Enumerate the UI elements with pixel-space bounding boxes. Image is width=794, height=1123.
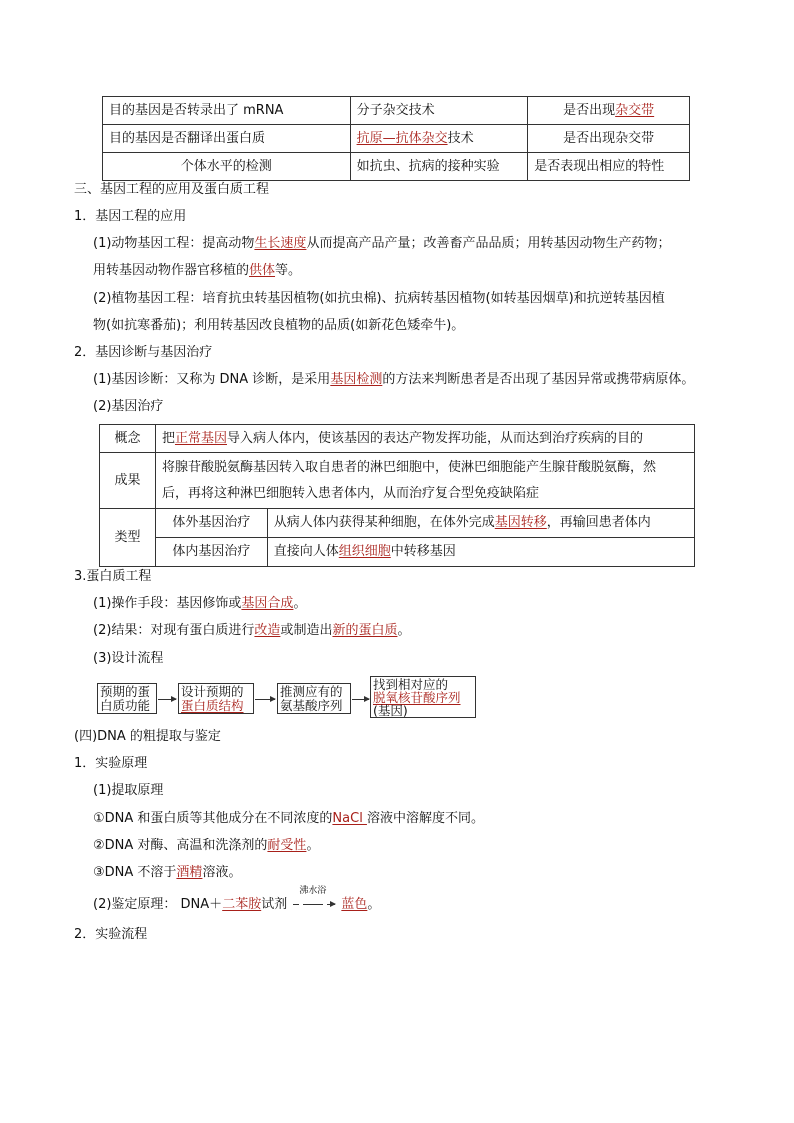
row-label: 概念 <box>100 425 156 453</box>
paragraph <box>93 366 694 394</box>
paragraph <box>93 832 319 860</box>
text: 中转移基因 <box>390 544 456 559</box>
text: 溶液中溶解度不同。 <box>366 811 484 826</box>
paragraph: (1)提取原理 <box>93 783 164 798</box>
subsection-heading: 2．基因诊断与基因治疗 <box>74 345 213 360</box>
answer-text: 组织细胞 <box>338 544 391 559</box>
detection-table <box>102 96 690 181</box>
table-row <box>100 453 695 509</box>
paragraph: 物(如抗寒番茄)；利用转基因改良植物的品质(如新花色矮牵牛)。 <box>93 318 465 333</box>
answer-text: 基因检测 <box>330 372 383 387</box>
answer-text: 二苯胺 <box>222 897 262 912</box>
paragraph <box>93 617 410 645</box>
answer-text: 改造 <box>254 623 281 638</box>
answer-text: 正常基因 <box>174 430 227 446</box>
table-cell: 是否表现出相应的特性 <box>528 153 690 181</box>
paragraph <box>93 859 241 887</box>
text: 。 <box>293 596 307 611</box>
arrow-label: 沸水浴 <box>299 885 327 896</box>
table-cell <box>267 509 694 538</box>
table-row <box>100 425 695 453</box>
table-cell: 分子杂交技术 <box>350 97 528 125</box>
answer-text: 新的蛋白质 <box>332 623 398 638</box>
flow-box-structure <box>178 683 254 714</box>
subsection-heading: 1．实验原理 <box>74 756 148 771</box>
text: (1)基因诊断：又称为 DNA 诊断，是采用 <box>93 372 331 387</box>
text: (1)操作手段：基因修饰或 <box>93 596 242 611</box>
answer-text: 蛋白质结构 <box>181 698 244 713</box>
row-label: 类型 <box>100 509 156 567</box>
table-cell <box>267 538 694 567</box>
box-text: 推测应有的 <box>280 684 343 699</box>
text: ③DNA 不溶于 <box>93 865 177 880</box>
section-heading: 三、基因工程的应用及蛋白质工程 <box>74 182 270 197</box>
arrow-icon <box>293 904 335 905</box>
flow-box-gene <box>370 676 476 718</box>
arrow-icon <box>352 699 369 700</box>
text: 等。 <box>275 263 302 278</box>
answer-text: 基因转移 <box>494 515 547 530</box>
text: 或制造出 <box>280 623 333 638</box>
flow-box-function <box>97 683 157 714</box>
answer-text: 基因合成 <box>241 596 294 611</box>
box-text: (基因) <box>373 703 408 718</box>
table-cell <box>350 125 528 153</box>
reaction-arrow <box>291 885 341 910</box>
text: ①DNA 和蛋白质等其他成分在不同浓度的 <box>93 811 333 826</box>
box-text: 预期的蛋 <box>100 684 151 699</box>
answer-text: 耐受性 <box>267 838 307 853</box>
table-cell: 如抗虫、抗病的接种实验 <box>350 153 528 181</box>
answer-text: 供体 <box>249 263 276 278</box>
table-cell <box>155 425 694 453</box>
paragraph <box>93 257 301 285</box>
text: 从病人体内获得某种细胞，在体外完成 <box>273 515 495 530</box>
flow-box-aminoacid <box>277 683 351 714</box>
box-text: 设计预期的 <box>181 684 244 699</box>
text: (2)鉴定原理： DNA＋ <box>93 897 223 912</box>
table-cell: 体外基因治疗 <box>155 509 267 538</box>
table-cell: 目的基因是否转录出了 mRNA <box>103 97 351 125</box>
cell-text: 技术 <box>447 130 474 146</box>
table-row <box>103 125 690 153</box>
row-label: 成果 <box>100 453 156 509</box>
paragraph: (2)基因治疗 <box>93 399 164 414</box>
subsection-heading: 1．基因工程的应用 <box>74 209 187 224</box>
table-cell <box>155 453 694 509</box>
answer-text: 脱氧核苷酸序列 <box>373 690 461 705</box>
text: 后，再将这种淋巴细胞转入患者体内，从而治疗复合型免疫缺陷症 <box>161 485 539 501</box>
text: 试剂 <box>261 897 292 912</box>
arrow-icon <box>255 699 275 700</box>
text: 将腺苷酸脱氨酶基因转入取自患者的淋巴细胞中，使淋巴细胞能产生腺苷酸脱氨酶，然 <box>161 459 656 475</box>
text: 。 <box>397 623 411 638</box>
answer-text: 蓝色 <box>341 897 368 912</box>
answer-text: 生长速度 <box>254 236 307 251</box>
text: 从而提高产品产量；改善畜产品品质；用转基因动物生产药物； <box>306 236 671 251</box>
paragraph <box>93 590 306 618</box>
paragraph: (2)植物基因工程：培育抗虫转基因植物(如抗虫棉)、抗病转基因植物(如转基因烟草)和抗逆转基因植 <box>93 291 665 306</box>
paragraph: (3)设计流程 <box>93 651 164 666</box>
table-cell: 目的基因是否翻译出蛋白质 <box>103 125 351 153</box>
text: 把 <box>161 430 175 446</box>
text: (1)动物基因工程：提高动物 <box>93 236 255 251</box>
section-heading: (四)DNA 的粗提取与鉴定 <box>74 729 221 744</box>
text: 直接向人体 <box>273 544 339 559</box>
text: ，再输回患者体内 <box>546 515 651 530</box>
text: 用转基因动物作器官移植的 <box>93 263 250 278</box>
subsection-heading: 3.蛋白质工程 <box>74 569 152 584</box>
answer-text: 杂交带 <box>615 102 655 118</box>
table-row <box>103 97 690 125</box>
paragraph <box>93 230 670 258</box>
box-text: 氨基酸序列 <box>280 698 343 713</box>
subsection-heading: 2．实验流程 <box>74 927 148 942</box>
paragraph <box>93 805 484 833</box>
gene-therapy-table <box>99 424 695 567</box>
answer-text: 酒精 <box>176 865 203 880</box>
table-row <box>100 509 695 538</box>
table-cell: 是否出现杂交带 <box>528 125 690 153</box>
text: 。 <box>367 897 381 912</box>
answer-text: NaCl <box>332 811 367 826</box>
arrow-icon <box>158 699 176 700</box>
paragraph <box>93 885 381 919</box>
table-row <box>100 538 695 567</box>
table-cell <box>528 97 690 125</box>
cell-text: 是否出现 <box>563 102 616 118</box>
table-cell: 体内基因治疗 <box>155 538 267 567</box>
table-cell: 个体水平的检测 <box>103 153 351 181</box>
answer-text: 抗原—抗体杂交 <box>356 130 448 146</box>
text: 导入病人体内，使该基因的表达产物发挥功能，从而达到治疗疾病的目的 <box>226 430 643 446</box>
box-text: 白质功能 <box>100 698 151 713</box>
text: 溶液。 <box>202 865 242 880</box>
text: 的方法来判断患者是否出现了基因异常或携带病原体。 <box>382 372 695 387</box>
text: 。 <box>306 838 320 853</box>
text: (2)结果：对现有蛋白质进行 <box>93 623 255 638</box>
box-text: 找到相对应的 <box>373 677 449 692</box>
text: ②DNA 对酶、高温和洗涤剂的 <box>93 838 268 853</box>
